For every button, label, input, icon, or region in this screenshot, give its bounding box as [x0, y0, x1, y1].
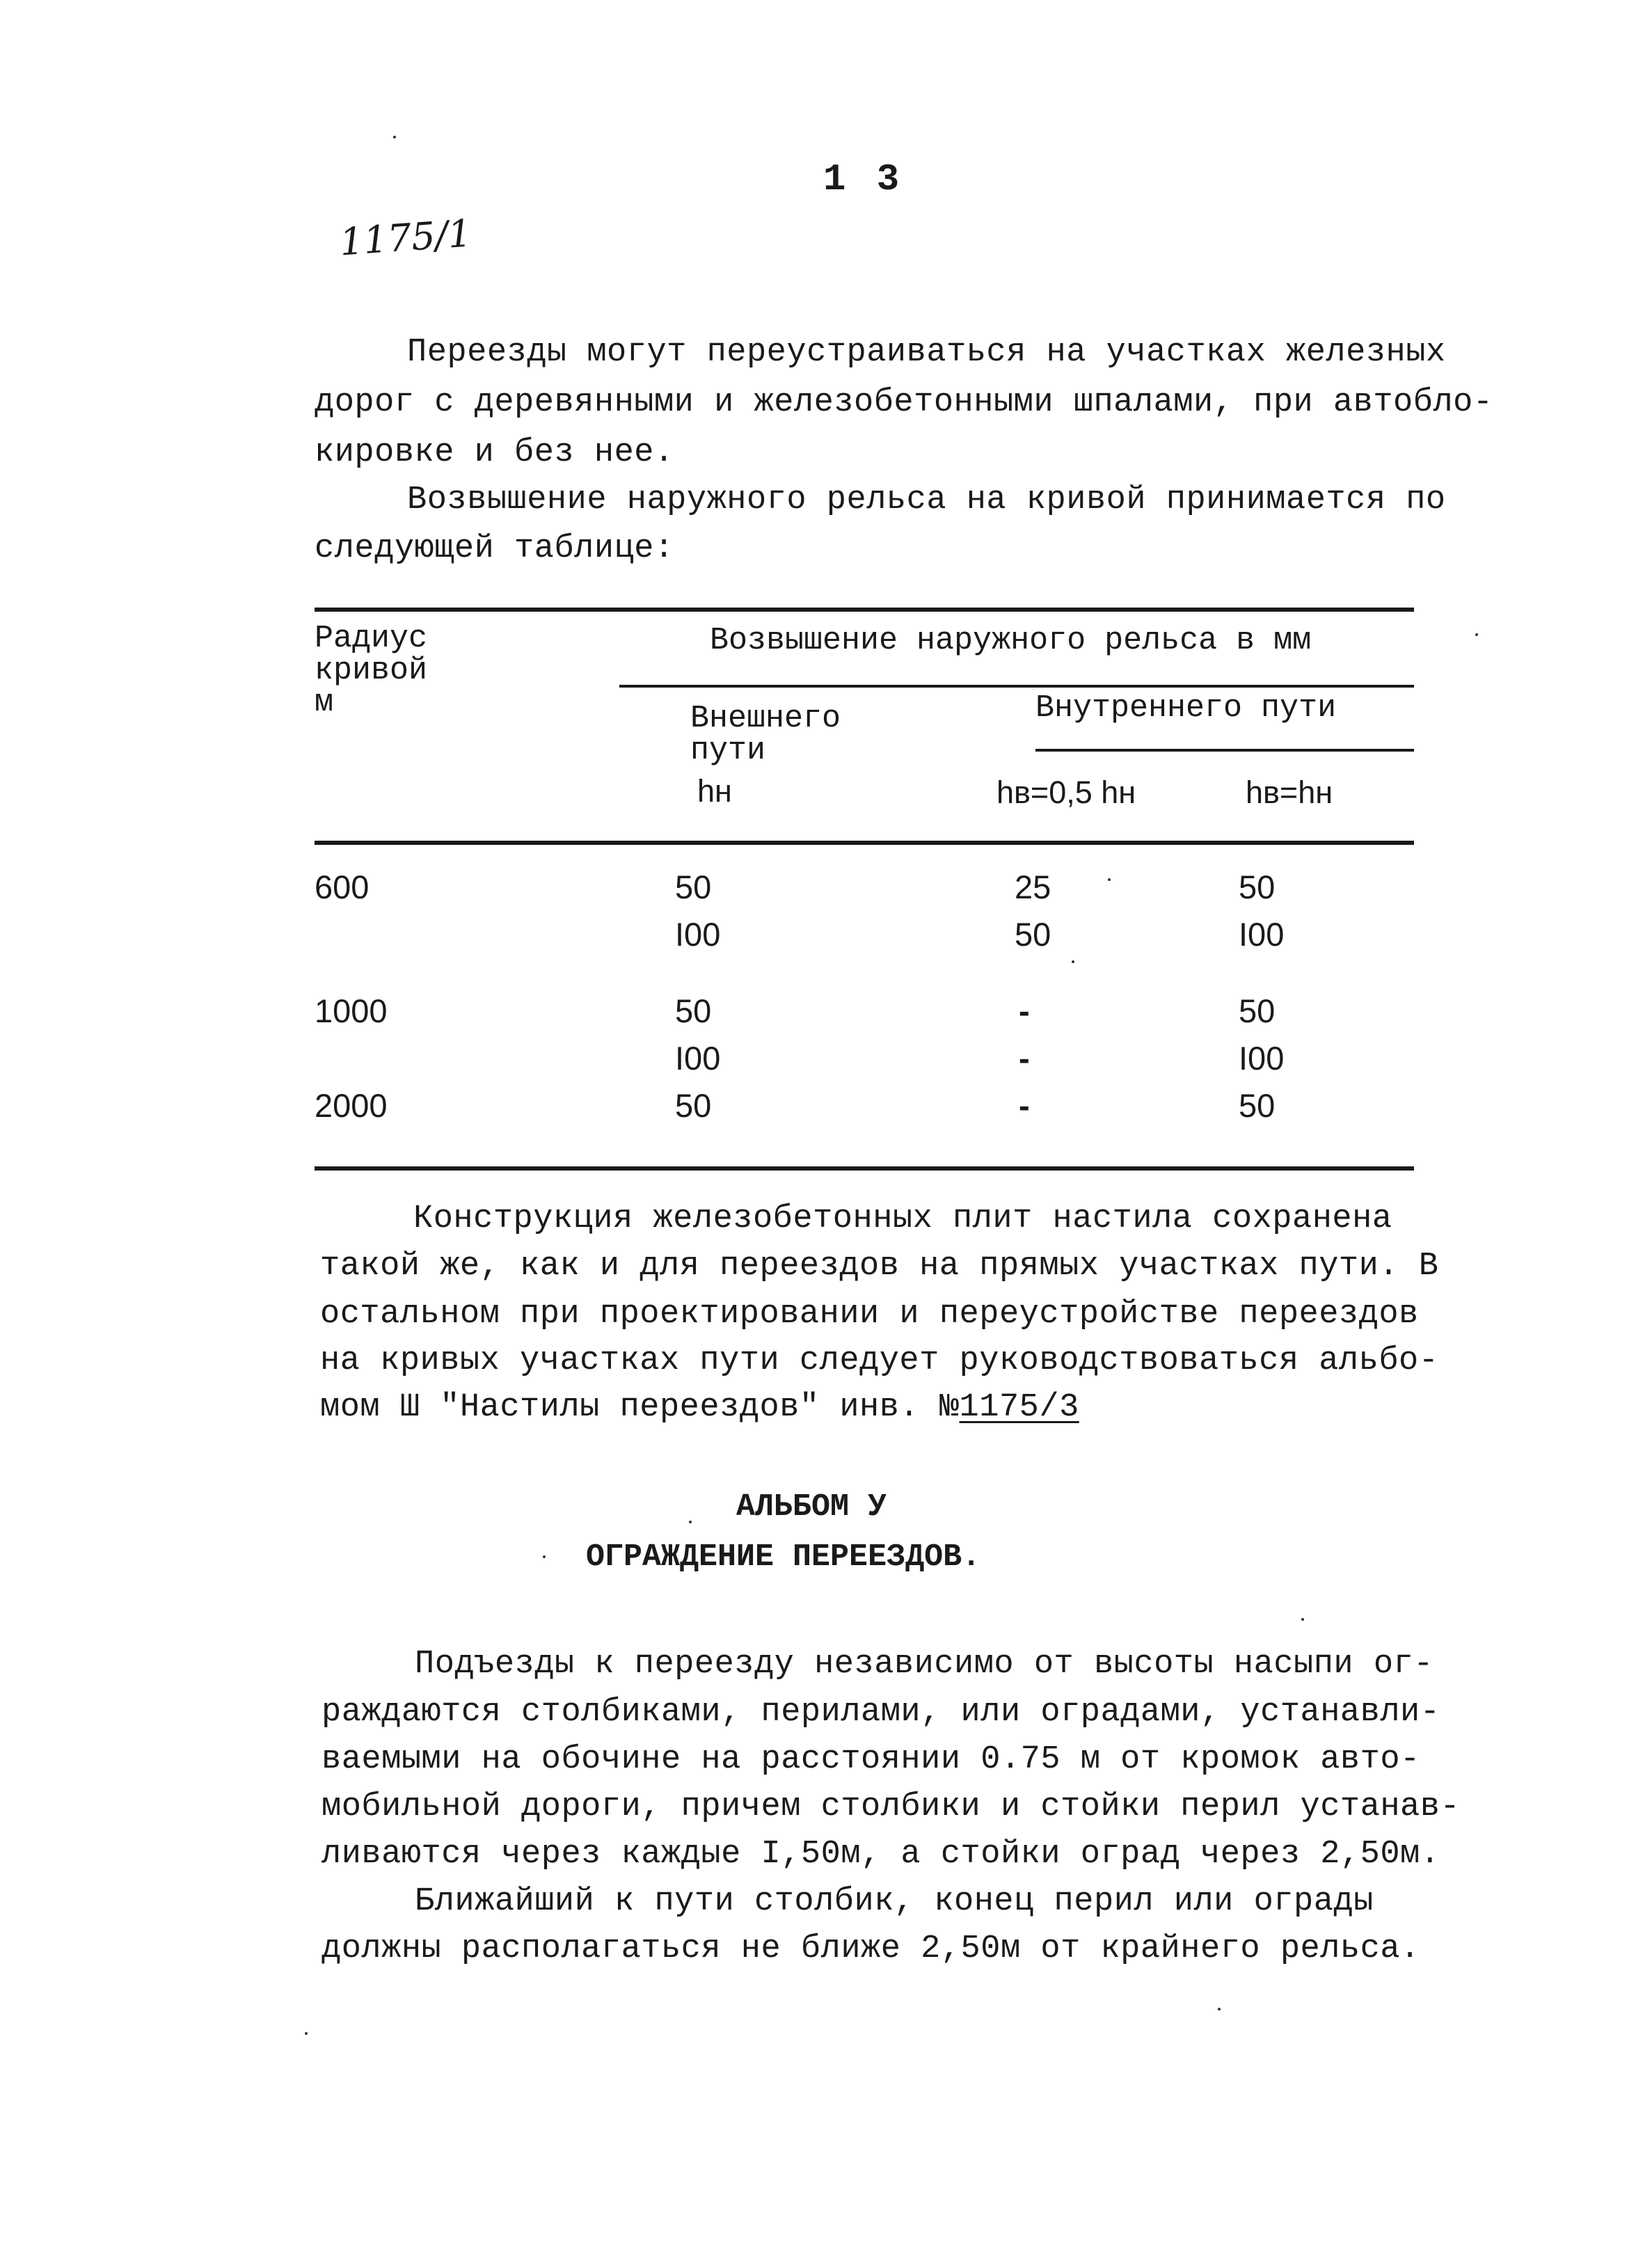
fencing-line-7: должны располагаться не ближе 2,50м от крайнего рельса.: [321, 1930, 1420, 1967]
scan-speck: [1072, 960, 1074, 963]
scan-speck: [1475, 633, 1478, 636]
inner-header: Внутреннего пути: [1035, 690, 1337, 726]
fencing-line-2: раждаются столбиками, перилами, или оградами, устанавли-: [321, 1694, 1440, 1731]
cell-inner-b: I00: [1239, 916, 1285, 953]
radius-header-line-1: Радиус: [315, 621, 428, 656]
construction-line-4: на кривых участках пути следует руководствоваться альбо-: [320, 1342, 1439, 1379]
cell-outer: 50: [675, 1087, 712, 1124]
intro-line-4: Возвышение наружного рельса на кривой принимается по: [407, 482, 1446, 518]
cell-outer: 50: [675, 869, 712, 905]
scan-speck: [689, 1521, 692, 1523]
inventory-reference: 1175/3: [959, 1389, 1079, 1426]
section-title: ОГРАЖДЕНИЕ ПЕРЕЕЗДОВ.: [586, 1539, 981, 1575]
scan-speck: [1218, 2008, 1221, 2011]
fencing-line-3: ваемыми на обочине на расстоянии 0.75 м от кромок авто-: [321, 1741, 1420, 1778]
table-bottom-rule: [315, 1166, 1414, 1171]
fencing-line-4: мобильной дороги, причем столбики и стойки перил устанав-: [321, 1789, 1461, 1825]
cell-radius: 600: [315, 869, 370, 905]
radius-header-line-3: м: [315, 685, 334, 720]
cell-inner-a: -: [1019, 992, 1030, 1029]
table-header-rule: [315, 841, 1414, 845]
cell-outer: 50: [675, 992, 712, 1029]
outer-header-line-1: Внешнего: [690, 701, 841, 736]
inner-subheader-b: hв=hн: [1246, 775, 1333, 810]
radius-header-line-2: кривой: [315, 653, 428, 688]
cell-inner-b: 50: [1239, 869, 1276, 905]
scan-speck: [1301, 1618, 1304, 1621]
intro-line-3: кировке и без нее.: [315, 434, 674, 471]
cell-inner-b: I00: [1239, 1040, 1285, 1077]
cell-inner-a: 50: [1015, 916, 1051, 953]
cell-outer: I00: [675, 1040, 721, 1077]
album-title: АЛЬБОМ У: [736, 1489, 887, 1525]
cell-inner-b: 50: [1239, 992, 1276, 1029]
cell-radius: 2000: [315, 1087, 388, 1124]
intro-line-1: Переезды могут переустраиваться на участках железных: [407, 334, 1446, 371]
construction-line-2: такой же, как и для переездов на прямых участках пути. В: [320, 1248, 1439, 1285]
outer-header-symbol: hн: [697, 773, 732, 809]
cell-inner-a: 25: [1015, 869, 1051, 905]
cell-inner-b: 50: [1239, 1087, 1276, 1124]
construction-line-1: Конструкция железобетонных плит настила сохранена: [413, 1200, 1392, 1237]
construction-line-5-text: мом Ш "Настилы переездов" инв. №: [320, 1389, 960, 1426]
cell-radius: 1000: [315, 992, 388, 1029]
scan-speck: [543, 1555, 546, 1558]
intro-line-5: следующей таблице:: [315, 530, 674, 567]
construction-line-5: [320, 1389, 1079, 1426]
table-top-rule: [315, 608, 1414, 612]
cell-outer: I00: [675, 916, 721, 953]
cell-inner-a: -: [1019, 1040, 1030, 1077]
inventory-mark-handwritten: 1175/1: [338, 211, 473, 264]
superheader: Возвышение наружного рельса в мм: [710, 623, 1312, 658]
fencing-line-6: Ближайший к пути столбик, конец перил или ограды: [415, 1883, 1374, 1920]
cell-inner-a: -: [1019, 1087, 1030, 1124]
fencing-line-5: ливаются через каждые I,50м, а стойки оград через 2,50м.: [321, 1836, 1440, 1873]
superheader-rule: [619, 685, 1414, 688]
scan-speck: [393, 136, 396, 138]
outer-header-line-2: пути: [690, 733, 766, 768]
scan-speck: [1108, 878, 1111, 881]
inner-header-rule: [1035, 749, 1414, 752]
page-number: 1 3: [823, 159, 904, 201]
construction-line-3: остальном при проектировании и переустройстве переездов: [320, 1296, 1419, 1333]
intro-line-2: дорог с деревянными и железобетонными шпалами, при автобло-: [315, 384, 1493, 421]
fencing-line-1: Подъезды к переезду независимо от высоты насыпи ог-: [415, 1646, 1433, 1683]
scan-speck: [305, 2032, 308, 2035]
inner-subheader-a: hв=0,5 hн: [996, 775, 1136, 810]
